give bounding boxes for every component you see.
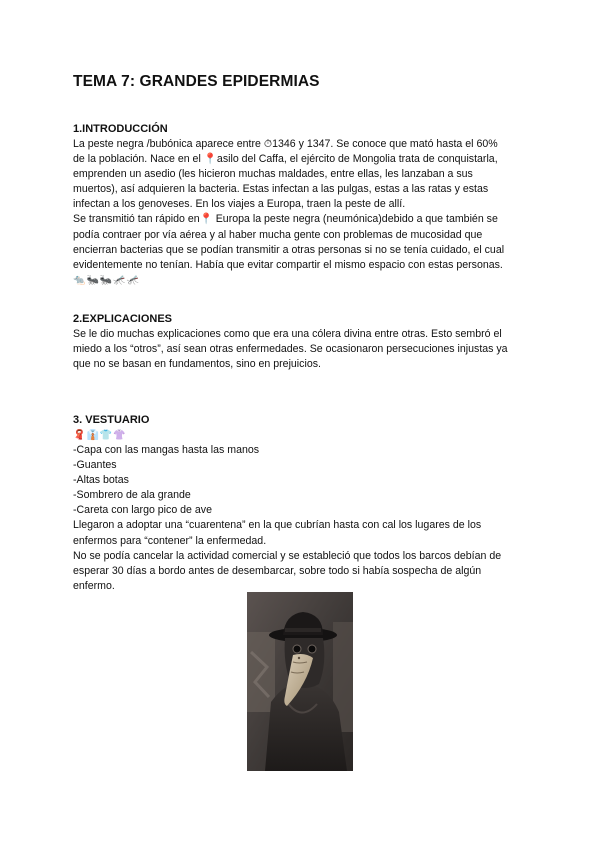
- text-line: enfermo.: [73, 579, 115, 592]
- text-line: de la población. Nace en el 📍asilo del Caffa, el ejército de Mongolia trata de conquistarla,: [73, 153, 498, 166]
- clothing-emoji-row: 🧣👔👕👚: [73, 430, 127, 441]
- text-line: infectan a los genoveses. En los viajes a Europa, traen la peste de allí.: [73, 198, 406, 211]
- plague-doctor-photo: [247, 592, 353, 771]
- text-line: Se transmitió tan rápido en📍 Europa la peste negra (neumónica)debido a que también se: [73, 213, 498, 226]
- text-line: emprenden un asedio (les hicieron muchas maldades, entre ellas, les lanzaban a sus: [73, 168, 473, 181]
- text-line: La peste negra /bubónica aparece entre ⏱1346 y 1347. Se conoce que mató hasta el 60%: [73, 138, 498, 150]
- list-item: -Altas botas: [73, 474, 129, 487]
- text-line: muertos), así adquieren la bacteria. Estas infectan a las pulgas, estas a las ratas y estas: [73, 183, 489, 196]
- text-line: miedo a los “otros”, así sean otras enfermedades. Se ocasionaron persecuciones injustas ya: [73, 343, 508, 356]
- section-heading: 2.EXPLICACIONES: [73, 313, 173, 325]
- text-line: podía contraer por vía aérea y al haber mucha gente con problemas de mucosidad que: [73, 228, 483, 241]
- page-title: TEMA 7: GRANDES EPIDERMIAS: [73, 73, 320, 90]
- section-introduccion: [73, 122, 543, 288]
- text-line: Llegaron a adoptar una “cuarentena” en la que cubrían hasta con cal los lugares de los: [73, 519, 482, 532]
- text-line: encierran bacterias que se podían transmitir a otras personas si no se tenía cuidado, el cual: [73, 243, 505, 256]
- text-line: que no se basan en fundamentos, sino en prejuicios.: [73, 358, 321, 371]
- text-line: enfermos para “contener” la enfermedad.: [73, 534, 267, 547]
- list-item: -Guantes: [73, 459, 117, 472]
- section-explicaciones: [73, 312, 543, 372]
- vestuario-list: [73, 443, 543, 594]
- explicaciones-paragraph: [73, 327, 543, 372]
- vermin-emoji-row: 🐀🐜🐜🦟🦟: [73, 274, 141, 286]
- intro-paragraph: [73, 137, 543, 273]
- list-item: -Careta con largo pico de ave: [73, 504, 212, 517]
- text-line: Se le dio muchas explicaciones como que era una cólera divina entre otras. Esto sembró el: [73, 328, 502, 340]
- text-line: evidentemente no tenían. Había que evitar compartir el mismo espacio con estas personas.: [73, 258, 503, 271]
- text-line: esperar 30 días a bordo antes de desembarcar, sobre todo si había sospecha de algún: [73, 564, 482, 577]
- section-heading: 3. VESTUARIO: [73, 414, 150, 426]
- section-heading: 1.INTRODUCCIÓN: [73, 123, 168, 135]
- text-line: No se podía cancelar la actividad comercial y se estableció que todos los barcos debían de: [73, 549, 502, 562]
- list-item: -Capa con las mangas hasta las manos: [73, 444, 260, 456]
- section-vestuario: [73, 413, 543, 594]
- list-item: -Sombrero de ala grande: [73, 489, 191, 502]
